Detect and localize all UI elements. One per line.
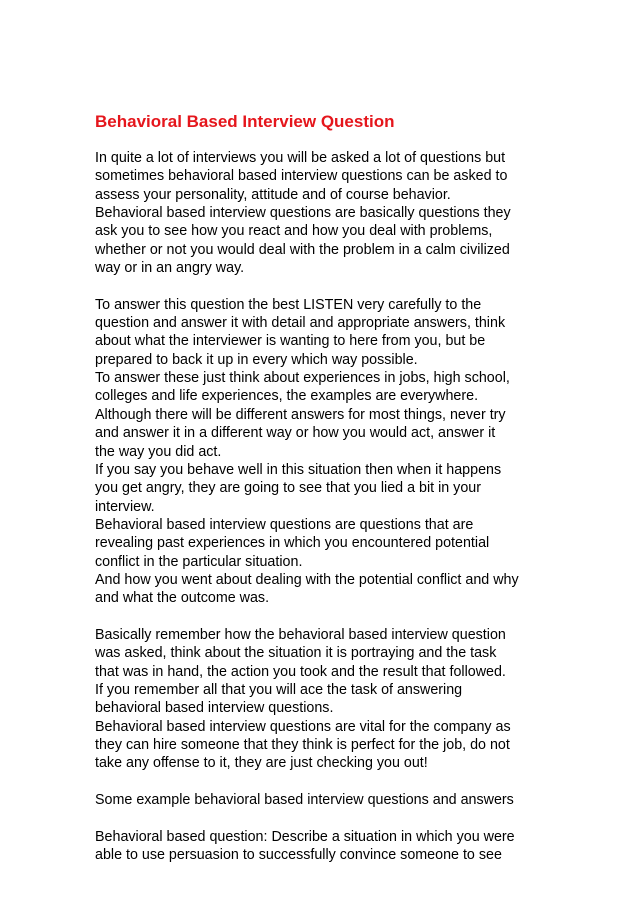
body-text-line: Behavioral based question: Describe a situation in which you were — [95, 828, 515, 845]
body-text-line: sometimes behavioral based interview questions can be asked to — [95, 168, 508, 185]
body-text-line: conflict in the particular situation. — [95, 553, 303, 570]
paragraph-gap — [95, 773, 555, 791]
body-text-line: the way you did act. — [95, 443, 222, 460]
body-text-line: If you remember all that you will ace the task of answering — [95, 681, 463, 698]
document-title: Behavioral Based Interview Question — [95, 112, 395, 131]
document-body — [95, 149, 555, 864]
body-text-line: Behavioral based interview questions are questions that are — [95, 516, 474, 533]
body-text-line: take any offense to it, they are just checking you out! — [95, 755, 428, 772]
paragraph-gap — [95, 809, 555, 827]
body-text-line: In quite a lot of interviews you will be asked a lot of questions but — [95, 150, 506, 166]
paragraph-gap — [95, 277, 555, 295]
document-page — [95, 111, 555, 864]
body-text-line: Some example behavioral based interview questions and answers — [95, 792, 514, 809]
body-text-line: If you say you behave well in this situation then when it happens — [95, 461, 502, 478]
body-text-line: prepared to back it up in every which way possible. — [95, 351, 418, 368]
body-text-line: that was in hand, the action you took and the result that followed. — [95, 663, 506, 680]
body-text-line: about what the interviewer is wanting to here from you, but be — [95, 333, 486, 350]
body-text-line: Behavioral based interview questions are basically questions they — [95, 205, 511, 222]
body-text-line: you get angry, they are going to see that you lied a bit in your — [95, 480, 481, 497]
body-text-line: colleges and life experiences, the examples are everywhere. — [95, 388, 479, 405]
body-text-line: interview. — [95, 498, 155, 515]
body-text-line: Behavioral based interview questions are vital for the company as — [95, 718, 511, 735]
body-text-line: they can hire someone that they think is perfect for the job, do not — [95, 737, 510, 753]
body-text-line: and answer it in a different way or how you would act, answer it — [95, 425, 496, 442]
body-text-line: behavioral based interview questions. — [95, 700, 334, 717]
body-text-line: To answer these just think about experiences in jobs, high school, — [95, 370, 510, 387]
body-text-line: Basically remember how the behavioral based interview question — [95, 626, 506, 643]
body-text-line: whether or not you would deal with the problem in a calm civilized — [95, 241, 510, 258]
body-text-line: To answer this question the best LISTEN very carefully to the — [95, 296, 482, 313]
body-text-line: question and answer it with detail and appropriate answers, think — [95, 315, 506, 332]
body-text-line: able to use persuasion to successfully convince someone to see — [95, 847, 502, 864]
body-text-line: and what the outcome was. — [95, 590, 270, 607]
body-text-line: And how you went about dealing with the potential conflict and why — [95, 571, 519, 588]
body-text-line: Although there will be different answers for most things, never try — [95, 406, 506, 423]
body-text-line: way or in an angry way. — [95, 260, 245, 277]
paragraph-gap — [95, 608, 555, 626]
body-text-line: ask you to see how you react and how you deal with problems, — [95, 223, 493, 240]
body-text-line: was asked, think about the situation it is portraying and the task — [95, 645, 497, 662]
body-text-line: assess your personality, attitude and of course behavior. — [95, 186, 451, 203]
body-text-line: revealing past experiences in which you encountered potential — [95, 535, 490, 552]
